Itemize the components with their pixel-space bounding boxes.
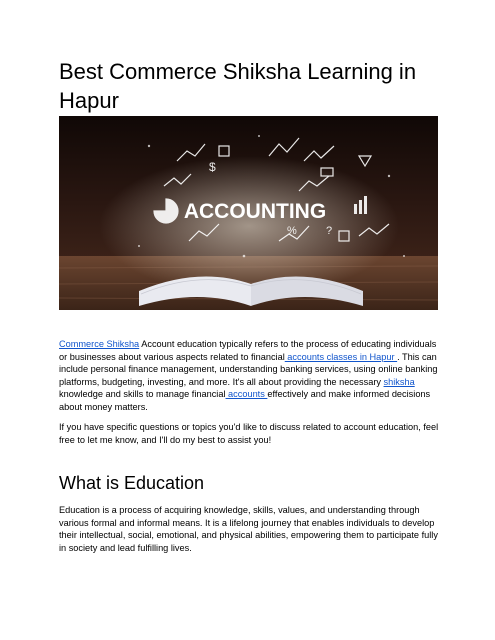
section-heading: What is Education	[59, 473, 205, 493]
link-accounts-classes[interactable]: accounts classes in Hapur	[284, 351, 398, 362]
svg-text:?: ?	[326, 225, 333, 237]
svg-text:$: $	[209, 160, 216, 174]
education-paragraph: Education is a process of acquiring knowledge, skills, values, and understanding through various formal and informal means. It is a lifelong journey that enables individuals to develop their intellectual, social, emotional, and physical abilities, empowering them to participate fully in society and lead fulfilling lives.	[59, 505, 438, 553]
accounting-hero-image	[59, 116, 438, 310]
svg-text:%: %	[287, 225, 297, 237]
link-shiksha[interactable]: shiksha	[383, 376, 415, 387]
intro-text-2: . This can include personal finance management, understanding banking services, using online banking platforms, budgeting, investing, and more. It's all about providing the necessary	[59, 351, 438, 387]
link-accounts[interactable]: accounts	[225, 389, 268, 400]
help-paragraph: If you have specific questions or topics you'd like to discuss related to account education, feel free to let me know, and I'll do my best to assist you!	[59, 422, 439, 445]
intro-text-1: Account education typically refers to the process of educating individuals or businesses about various aspects related to financial	[59, 339, 437, 362]
page-title: Best Commerce Shiksha Learning in Hapur	[59, 59, 417, 113]
intro-paragraph	[59, 338, 439, 414]
hero-word: ACCOUNTING	[183, 200, 327, 223]
link-commerce-shiksha[interactable]: Commerce Shiksha	[59, 339, 140, 349]
intro-text-4: effectively and make informed decisions about money matters.	[59, 389, 431, 412]
intro-text-3: knowledge and skills to manage financial	[59, 389, 226, 400]
